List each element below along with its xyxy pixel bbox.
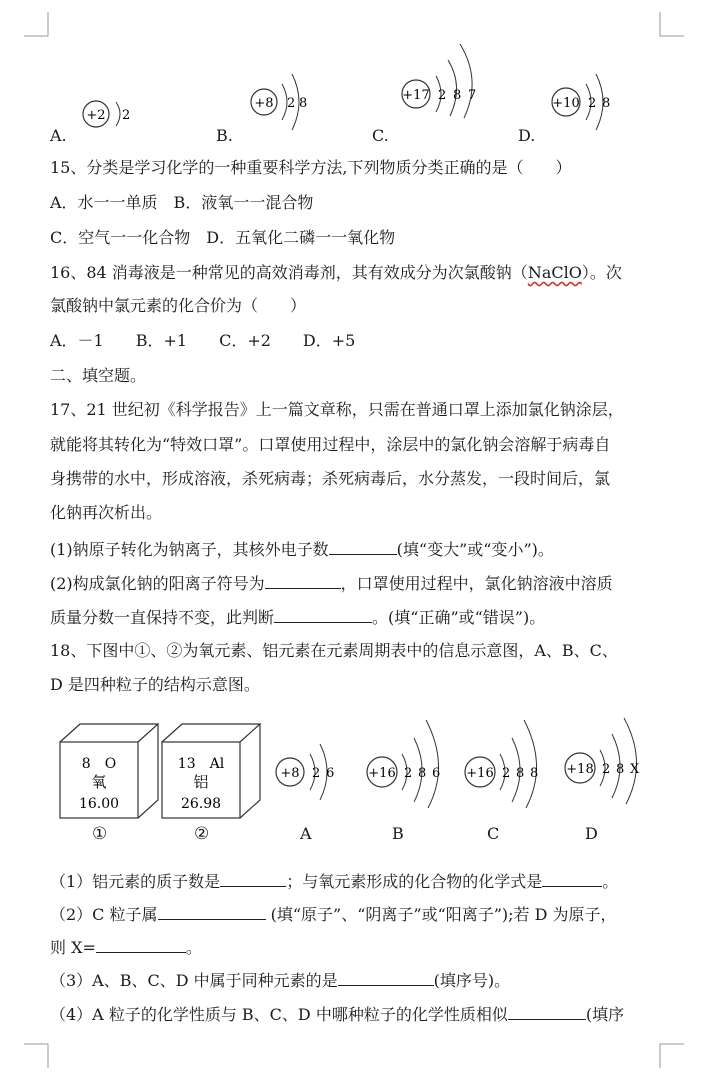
q14-option-b-label[interactable]: B. [216,126,233,145]
q18-sub4-text-a: （4）A 粒子的化学性质与 B、C、D 中哪种粒子的化学性质相似 [50,1005,508,1024]
q18-sub3-text-b: (填序号)。 [433,971,511,990]
q18-sub2-text-b: (填“原子”、“阴离子”或“阳离子”);若 D 为原子， [265,905,617,924]
q18-sub2-blank-1[interactable] [158,903,266,920]
q17-sub2-text-c: 质量分数一直保持不变，此判断 [50,608,275,627]
q18-sub1-text-b: ；与氧元素形成的化合物的化学式是 [286,872,543,891]
particle-d-label: D [585,824,598,843]
shell-count: 2 [602,762,611,777]
periodic-cell-aluminum [158,720,264,824]
particle-c-diagram [460,716,560,812]
nucleus-charge: +10 [552,96,580,111]
q18-sub2-blank-2[interactable] [96,936,186,953]
q16-stem [50,263,622,283]
shell-count: 2 [312,766,321,781]
shell-count: 8 [530,766,539,781]
q15-stem: 15、分类是学习化学的一种重要科学方法,下列物质分类正确的是（ ） [50,158,572,177]
shell-count: 2 [502,766,511,781]
q17-line2: 就能将其转化为“特效口罩”。口罩使用过程中，涂层中的氯化钠会溶解于病毒自 [50,435,611,454]
nucleus-charge: +2 [86,108,106,123]
q17-sub1-hint: (填“变大”或“变小”)。 [396,540,554,559]
shell-count: 2 [438,88,447,103]
q18-sub4 [50,1003,624,1025]
q14-option-d-label[interactable]: D. [518,126,536,145]
particle-b-diagram [362,716,462,812]
q18-sub1-blank-2[interactable] [542,870,602,887]
shell-count: 8 [299,96,308,111]
shell-arc [524,720,537,808]
shell-arc [460,44,472,118]
q18-sub1 [50,870,618,892]
q15-options-line2: C．空气一一化合物 D．五氧化二磷一一氧化物 [50,228,396,247]
shell-count: 2 [404,766,413,781]
q17-line4: 化钠再次析出。 [50,503,163,522]
q18-sub1-blank-1[interactable] [220,870,286,887]
q18-line1: 18、下图中①、②为氧元素、铝元素在元素周期表中的信息示意图，A、B、C、 [50,641,618,660]
q17-sub1 [50,538,554,560]
nucleus-charge: +8 [254,96,274,111]
q14-option-a-label[interactable]: A. [50,126,67,145]
q18-sub2-cont [50,936,202,958]
q18-sub4-text-b: (填序 [585,1005,625,1024]
shell-count: 8 [616,762,625,777]
cell-number-symbol: 8 O [81,756,117,772]
q18-sub3 [50,969,510,991]
cell-mass: 16.00 [78,796,120,812]
q16-options: A．－1 B．+1 C．+2 D．+5 [50,331,356,350]
shell-arc [426,720,439,808]
shell-count: 6 [432,766,441,781]
particle-d-diagram [560,716,660,812]
q18-line2: D 是四种粒子的结构示意图。 [50,675,260,694]
nucleus-charge: +17 [402,88,430,103]
q17-sub1-text: (1)钠原子转化为钠离子，其核外电子数 [50,540,329,559]
nucleus-charge: +16 [368,766,396,781]
nucleus-charge: +16 [466,766,494,781]
shell-count: 8 [602,96,611,111]
shell-count: 2 [588,96,597,111]
q16-formula: NaClO [527,263,582,282]
cell-name: 氧 [91,773,107,791]
q17-sub2-text: (2)构成氯化钠的阳离子符号为 [50,574,265,593]
shell-count: 7 [468,88,477,103]
q16-stem-b: ）。次 [581,263,622,282]
q18-sub1-text-a: （1）铝元素的质子数是 [50,872,221,891]
atom-diagram-c [398,40,498,120]
cell-mass: 26.98 [180,796,222,812]
shell-count: 2 [122,108,131,123]
q17-line3: 身携带的水中，形成溶液，杀死病毒；杀死病毒后，水分蒸发，一段时间后，氯 [50,469,611,488]
q18-sub4-blank[interactable] [508,1003,586,1020]
particle-c-label: C [487,824,500,843]
nucleus-charge: +8 [280,766,300,781]
q18-sub2-text-d: 。 [185,938,202,957]
shell-count: 2 [287,96,296,111]
q18-sub3-text-a: （3）A、B、C、D 中属于同种元素的是 [50,971,338,990]
q17-sub2-cont [50,606,545,628]
q14-option-c-label[interactable]: C. [372,126,389,145]
shell-count: 6 [326,766,335,781]
q18-sub2 [50,903,617,925]
q18-sub3-blank[interactable] [338,969,434,986]
q18-sub2-text-a: （2）C 粒子属 [50,905,158,924]
q17-sub1-blank[interactable] [329,538,397,555]
q16-stem-a: 16、84 消毒液是一种常见的高效消毒剂，其有效成分为次氯酸钠（ [50,263,528,282]
q18-sub1-text-c: 。 [602,872,619,891]
shell-arc [624,718,637,804]
atom-diagram-d [546,66,626,136]
q18-sub2-text-c: 则 X= [50,938,96,957]
nucleus-charge: +18 [566,762,594,777]
q15-options-line1: A．水一一单质 B．液氧一一混合物 [50,193,314,212]
particle-a-label: A [300,824,312,843]
q17-sub2 [50,572,613,594]
cell-label-1: ① [92,824,108,844]
shell-count: 8 [453,88,462,103]
particle-a-diagram [270,736,350,806]
atom-diagram-a [78,94,138,134]
q17-sub2-text-b: ，口罩使用过程中，氯化钠溶液中溶质 [340,574,613,593]
atom-diagram-b [244,66,324,136]
q17-line1: 17、21 世纪初《科学报告》上一篇文章称，只需在普通口罩上添加氯化钠涂层， [50,400,624,419]
cell-label-2: ② [194,824,210,844]
shell-count: 8 [418,766,427,781]
shell-count: 8 [516,766,525,781]
section-heading: 二、填空题。 [50,366,147,385]
q17-sub2-blank-2[interactable] [274,606,372,623]
particle-b-label: B [392,824,404,843]
q17-sub2-text-d: 。(填“正确”或“错误”)。 [372,608,546,627]
cell-number-symbol: 13 Al [177,756,225,772]
q16-stem-line2: 氯酸钠中氯元素的化合价为（ ） [50,296,307,315]
shell-arc [116,102,120,126]
cell-name: 铝 [193,773,209,791]
q17-sub2-blank-1[interactable] [265,572,341,589]
periodic-cell-oxygen [56,720,162,824]
shell-count: X [630,762,640,777]
